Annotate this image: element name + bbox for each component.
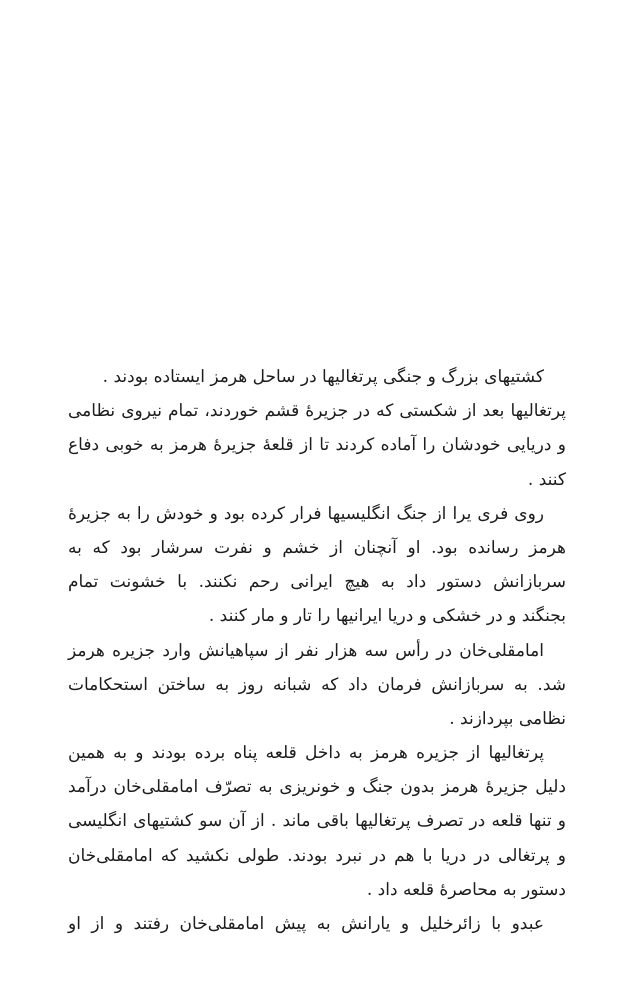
paragraph: [68, 360, 566, 394]
text-line: پرتغالیها از جزیره هرمز به داخل قلعه پناه برده بودند و به همین: [68, 743, 544, 764]
text-line: روی فری یرا از جنگ انگلیسیها فرار کرده بود و خودش را به جزیرهٔ: [68, 503, 544, 524]
text-line: دستور به محاصرهٔ قلعه داد .: [366, 879, 566, 900]
text-line: سربازانش دستور داد به هیچ ایرانی رحم نکنند. با خشونت تمام: [68, 572, 566, 593]
body-text: [68, 360, 566, 941]
text-line: نظامی بپردازند .: [449, 708, 566, 729]
text-line: و پرتغالی در دریا با هم در نبرد بودند. طولی نکشید که امامقلی‌خان: [68, 845, 566, 866]
paragraph: [68, 736, 566, 907]
text-line: شد. به سربازانش فرمان داد که شبانه روز به ساختن استحکامات: [68, 674, 566, 695]
text-line: و تنها قلعه در تصرف پرتغالیها باقی ماند . از آن سو کشتیهای انگلیسی: [68, 811, 566, 832]
paragraph: [68, 907, 566, 941]
paragraph: [68, 497, 566, 634]
paragraph: [68, 634, 566, 737]
text-line: بجنگند و در خشکی و دریا ایرانیها را تار و مار کنند .: [208, 606, 566, 627]
text-line: عبدو با زائرخلیل و یارانش به پیش امامقلی‌خان رفتند و از او: [68, 914, 544, 934]
text-line: و دریایی خودشان را آماده کردند تا از قلعهٔ جزیرهٔ هرمز به خوبی دفاع: [68, 435, 566, 456]
text-line: هرمز رسانده بود. او آنچنان از خشم و نفرت سرشار بود که به: [68, 537, 566, 558]
text-line: کشتیهای بزرگ و جنگی پرتغالیها در ساحل هرمز ایستاده بودند .: [102, 367, 544, 387]
text-line: کنند .: [527, 469, 566, 490]
paragraph: [68, 394, 566, 497]
text-line: دلیل جزیرهٔ هرمز بدون جنگ و خونریزی به تصرّف امامقلی‌خان درآمد: [68, 777, 566, 798]
text-line: امامقلی‌خان در رأس سه هزار نفر از سپاهیانش وارد جزیره هرمز: [68, 640, 544, 661]
text-line: پرتغالیها بعد از شکستی که در جزیرهٔ قشم خوردند، تمام نیروی نظامی: [68, 401, 566, 422]
